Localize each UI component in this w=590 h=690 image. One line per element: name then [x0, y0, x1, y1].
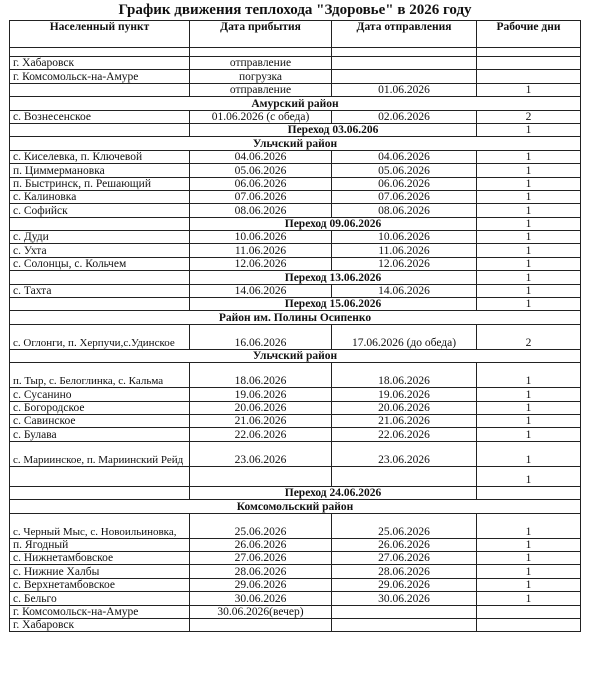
cell-working-days: 1 — [477, 466, 581, 486]
cell-arrival — [190, 618, 332, 631]
cell-place: с. Булава — [10, 428, 190, 441]
table-row — [10, 414, 581, 427]
cell-departure: 05.06.2026 — [332, 164, 477, 177]
cell-departure: 08.06.2026 — [332, 204, 477, 217]
table-row — [10, 70, 581, 83]
table-row — [10, 150, 581, 163]
district-row — [10, 500, 581, 513]
cell-place: с. Ухта — [10, 244, 190, 257]
schedule-body — [10, 48, 581, 632]
transit-row — [10, 217, 581, 230]
table-row — [10, 565, 581, 578]
cell-working-days: 1 — [477, 513, 581, 538]
table-row — [10, 551, 581, 564]
cell-departure: 22.06.2026 — [332, 428, 477, 441]
header-working-days: Рабочие дни — [477, 21, 581, 48]
cell-place: п. Тыр, с. Белоглинка, с. Кальма — [10, 363, 190, 388]
cell-working-days: 1 — [477, 257, 581, 270]
transit-row — [10, 123, 581, 136]
cell-departure: 23.06.2026 — [332, 441, 477, 466]
cell-departure — [332, 466, 477, 486]
table-row — [10, 57, 581, 70]
cell-working-days: 1 — [477, 565, 581, 578]
table-row — [10, 257, 581, 270]
cell-working-days: 1 — [477, 414, 581, 427]
cell-arrival: 05.06.2026 — [190, 164, 332, 177]
district-row — [10, 137, 581, 150]
table-row — [10, 605, 581, 618]
cell-working-days — [477, 618, 581, 631]
transit-label: Переход 15.06.2026 — [190, 298, 477, 311]
cell-working-days — [477, 48, 581, 57]
table-row — [10, 428, 581, 441]
cell-working-days — [477, 57, 581, 70]
cell-place: с. Савинское — [10, 414, 190, 427]
cell-arrival: 21.06.2026 — [190, 414, 332, 427]
cell-departure: 02.06.2026 — [332, 110, 477, 123]
cell-place: с. Вознесенское — [10, 110, 190, 123]
cell-place: г. Комсомольск-на-Амуре — [10, 605, 190, 618]
cell-arrival — [190, 466, 332, 486]
district-row — [10, 311, 581, 324]
cell-working-days: 1 — [477, 190, 581, 203]
cell-arrival: 25.06.2026 — [190, 513, 332, 538]
cell-departure: 11.06.2026 — [332, 244, 477, 257]
cell-arrival: отправление — [190, 83, 332, 96]
cell-working-days: 1 — [477, 204, 581, 217]
cell-place: п. Ягодный — [10, 538, 190, 551]
cell-departure: 18.06.2026 — [332, 363, 477, 388]
cell-arrival: 12.06.2026 — [190, 257, 332, 270]
cell-place: с. Богородское — [10, 401, 190, 414]
header-arrival: Дата прибытия — [190, 21, 332, 48]
district-name: Амурский район — [10, 97, 581, 110]
cell-arrival: 06.06.2026 — [190, 177, 332, 190]
district-name: Район им. Полины Осипенко — [10, 311, 581, 324]
cell-departure — [332, 48, 477, 57]
table-row — [10, 231, 581, 244]
table-row — [10, 388, 581, 401]
cell-arrival: 23.06.2026 — [190, 441, 332, 466]
cell-working-days: 1 — [477, 244, 581, 257]
cell-place: с. Тахта — [10, 284, 190, 297]
cell-arrival: 01.06.2026 (с обеда) — [190, 110, 332, 123]
cell-place: с. Нижнетамбовское — [10, 551, 190, 564]
cell-departure: 20.06.2026 — [332, 401, 477, 414]
cell-arrival: 20.06.2026 — [190, 401, 332, 414]
cell-working-days: 1 — [477, 551, 581, 564]
transit-row — [10, 271, 581, 284]
header-place: Населенный пункт — [10, 21, 190, 48]
cell-departure: 21.06.2026 — [332, 414, 477, 427]
transit-label: Переход 09.06.2026 — [190, 217, 477, 230]
table-row — [10, 164, 581, 177]
cell-arrival: 14.06.2026 — [190, 284, 332, 297]
cell-arrival: 28.06.2026 — [190, 565, 332, 578]
cell-arrival: 07.06.2026 — [190, 190, 332, 203]
cell-place: с. Мариинское, п. Мариинский Рейд — [10, 441, 190, 466]
cell-working-days: 1 — [477, 217, 581, 230]
table-row — [10, 110, 581, 123]
cell-place: с. Софийск — [10, 204, 190, 217]
cell-working-days: 2 — [477, 110, 581, 123]
cell-place: п. Быстринск, п. Решающий — [10, 177, 190, 190]
cell-arrival: 30.06.2026(вечер) — [190, 605, 332, 618]
table-row — [10, 190, 581, 203]
cell-place — [10, 217, 190, 230]
cell-working-days: 1 — [477, 83, 581, 96]
cell-departure: 10.06.2026 — [332, 231, 477, 244]
cell-departure: 25.06.2026 — [332, 513, 477, 538]
district-name: Ульчский район — [10, 349, 581, 362]
cell-working-days — [477, 486, 581, 499]
cell-arrival: погрузка — [190, 70, 332, 83]
cell-arrival: отправление — [190, 57, 332, 70]
cell-arrival: 10.06.2026 — [190, 231, 332, 244]
cell-place: п. Циммермановка — [10, 164, 190, 177]
table-row — [10, 363, 581, 388]
cell-departure — [332, 70, 477, 83]
cell-departure — [332, 57, 477, 70]
cell-arrival: 19.06.2026 — [190, 388, 332, 401]
table-row — [10, 441, 581, 466]
table-row — [10, 401, 581, 414]
cell-place: г. Хабаровск — [10, 57, 190, 70]
cell-working-days: 1 — [477, 123, 581, 136]
cell-place — [10, 83, 190, 96]
cell-departure: 04.06.2026 — [332, 150, 477, 163]
cell-departure: 17.06.2026 (до обеда) — [332, 324, 477, 349]
cell-working-days: 1 — [477, 401, 581, 414]
cell-place: с. Верхнетамбовское — [10, 578, 190, 591]
cell-arrival: 27.06.2026 — [190, 551, 332, 564]
table-row — [10, 83, 581, 96]
cell-departure — [332, 605, 477, 618]
district-name: Ульчский район — [10, 137, 581, 150]
cell-departure: 14.06.2026 — [332, 284, 477, 297]
cell-departure: 06.06.2026 — [332, 177, 477, 190]
cell-place: с. Солонцы, с. Кольчем — [10, 257, 190, 270]
cell-working-days: 1 — [477, 271, 581, 284]
table-row — [10, 204, 581, 217]
cell-working-days: 1 — [477, 388, 581, 401]
table-row — [10, 578, 581, 591]
cell-working-days: 1 — [477, 284, 581, 297]
cell-working-days: 1 — [477, 150, 581, 163]
cell-departure: 30.06.2026 — [332, 592, 477, 605]
table-row — [10, 284, 581, 297]
cell-arrival: 18.06.2026 — [190, 363, 332, 388]
cell-arrival: 11.06.2026 — [190, 244, 332, 257]
cell-working-days: 1 — [477, 441, 581, 466]
table-row — [10, 324, 581, 349]
cell-departure: 01.06.2026 — [332, 83, 477, 96]
cell-arrival: 08.06.2026 — [190, 204, 332, 217]
cell-place — [10, 271, 190, 284]
header-departure: Дата отправления — [332, 21, 477, 48]
cell-arrival — [190, 48, 332, 57]
table-row — [10, 592, 581, 605]
transit-label: Переход 24.06.2026 — [190, 486, 477, 499]
blank-row — [10, 48, 581, 57]
cell-departure: 12.06.2026 — [332, 257, 477, 270]
cell-working-days: 1 — [477, 177, 581, 190]
cell-arrival: 29.06.2026 — [190, 578, 332, 591]
cell-working-days — [477, 605, 581, 618]
cell-place: с. Черный Мыс, с. Новоильиновка, — [10, 513, 190, 538]
cell-working-days: 2 — [477, 324, 581, 349]
cell-place: с. Киселевка, п. Ключевой — [10, 150, 190, 163]
cell-arrival: 22.06.2026 — [190, 428, 332, 441]
cell-working-days: 1 — [477, 578, 581, 591]
cell-departure — [332, 618, 477, 631]
cell-place: с. Дуди — [10, 231, 190, 244]
cell-place — [10, 298, 190, 311]
table-row — [10, 538, 581, 551]
table-row — [10, 618, 581, 631]
cell-working-days — [477, 70, 581, 83]
cell-departure: 19.06.2026 — [332, 388, 477, 401]
cell-arrival: 30.06.2026 — [190, 592, 332, 605]
table-row — [10, 513, 581, 538]
cell-place: с. Оглонги, п. Херпучи,с.Удинское — [10, 324, 190, 349]
cell-departure: 07.06.2026 — [332, 190, 477, 203]
table-row — [10, 244, 581, 257]
cell-place: с. Сусанино — [10, 388, 190, 401]
cell-place: с. Бельго — [10, 592, 190, 605]
document-title: График движения теплохода "Здоровье" в 2026 году — [118, 2, 472, 18]
cell-working-days: 1 — [477, 428, 581, 441]
cell-place — [10, 466, 190, 486]
district-row — [10, 97, 581, 110]
cell-departure: 26.06.2026 — [332, 538, 477, 551]
transit-label: Переход 03.06.206 — [190, 123, 477, 136]
cell-working-days: 1 — [477, 363, 581, 388]
cell-arrival: 16.06.2026 — [190, 324, 332, 349]
district-row — [10, 349, 581, 362]
cell-departure: 29.06.2026 — [332, 578, 477, 591]
schedule-table — [9, 20, 581, 632]
table-row — [10, 177, 581, 190]
cell-place: г. Комсомольск-на-Амуре — [10, 70, 190, 83]
cell-working-days: 1 — [477, 231, 581, 244]
cell-working-days: 1 — [477, 298, 581, 311]
transit-row — [10, 486, 581, 499]
cell-place — [10, 123, 190, 136]
cell-working-days: 1 — [477, 538, 581, 551]
spacer-row — [10, 466, 581, 486]
cell-place: с. Нижние Халбы — [10, 565, 190, 578]
district-name: Комсомольский район — [10, 500, 581, 513]
cell-place — [10, 486, 190, 499]
cell-arrival: 26.06.2026 — [190, 538, 332, 551]
cell-place — [10, 48, 190, 57]
cell-working-days: 1 — [477, 592, 581, 605]
transit-label: Переход 13.06.2026 — [190, 271, 477, 284]
cell-arrival: 04.06.2026 — [190, 150, 332, 163]
cell-departure: 27.06.2026 — [332, 551, 477, 564]
header-row — [10, 21, 581, 48]
cell-place: с. Калиновка — [10, 190, 190, 203]
transit-row — [10, 298, 581, 311]
cell-working-days: 1 — [477, 164, 581, 177]
cell-place: г. Хабаровск — [10, 618, 190, 631]
cell-departure: 28.06.2026 — [332, 565, 477, 578]
